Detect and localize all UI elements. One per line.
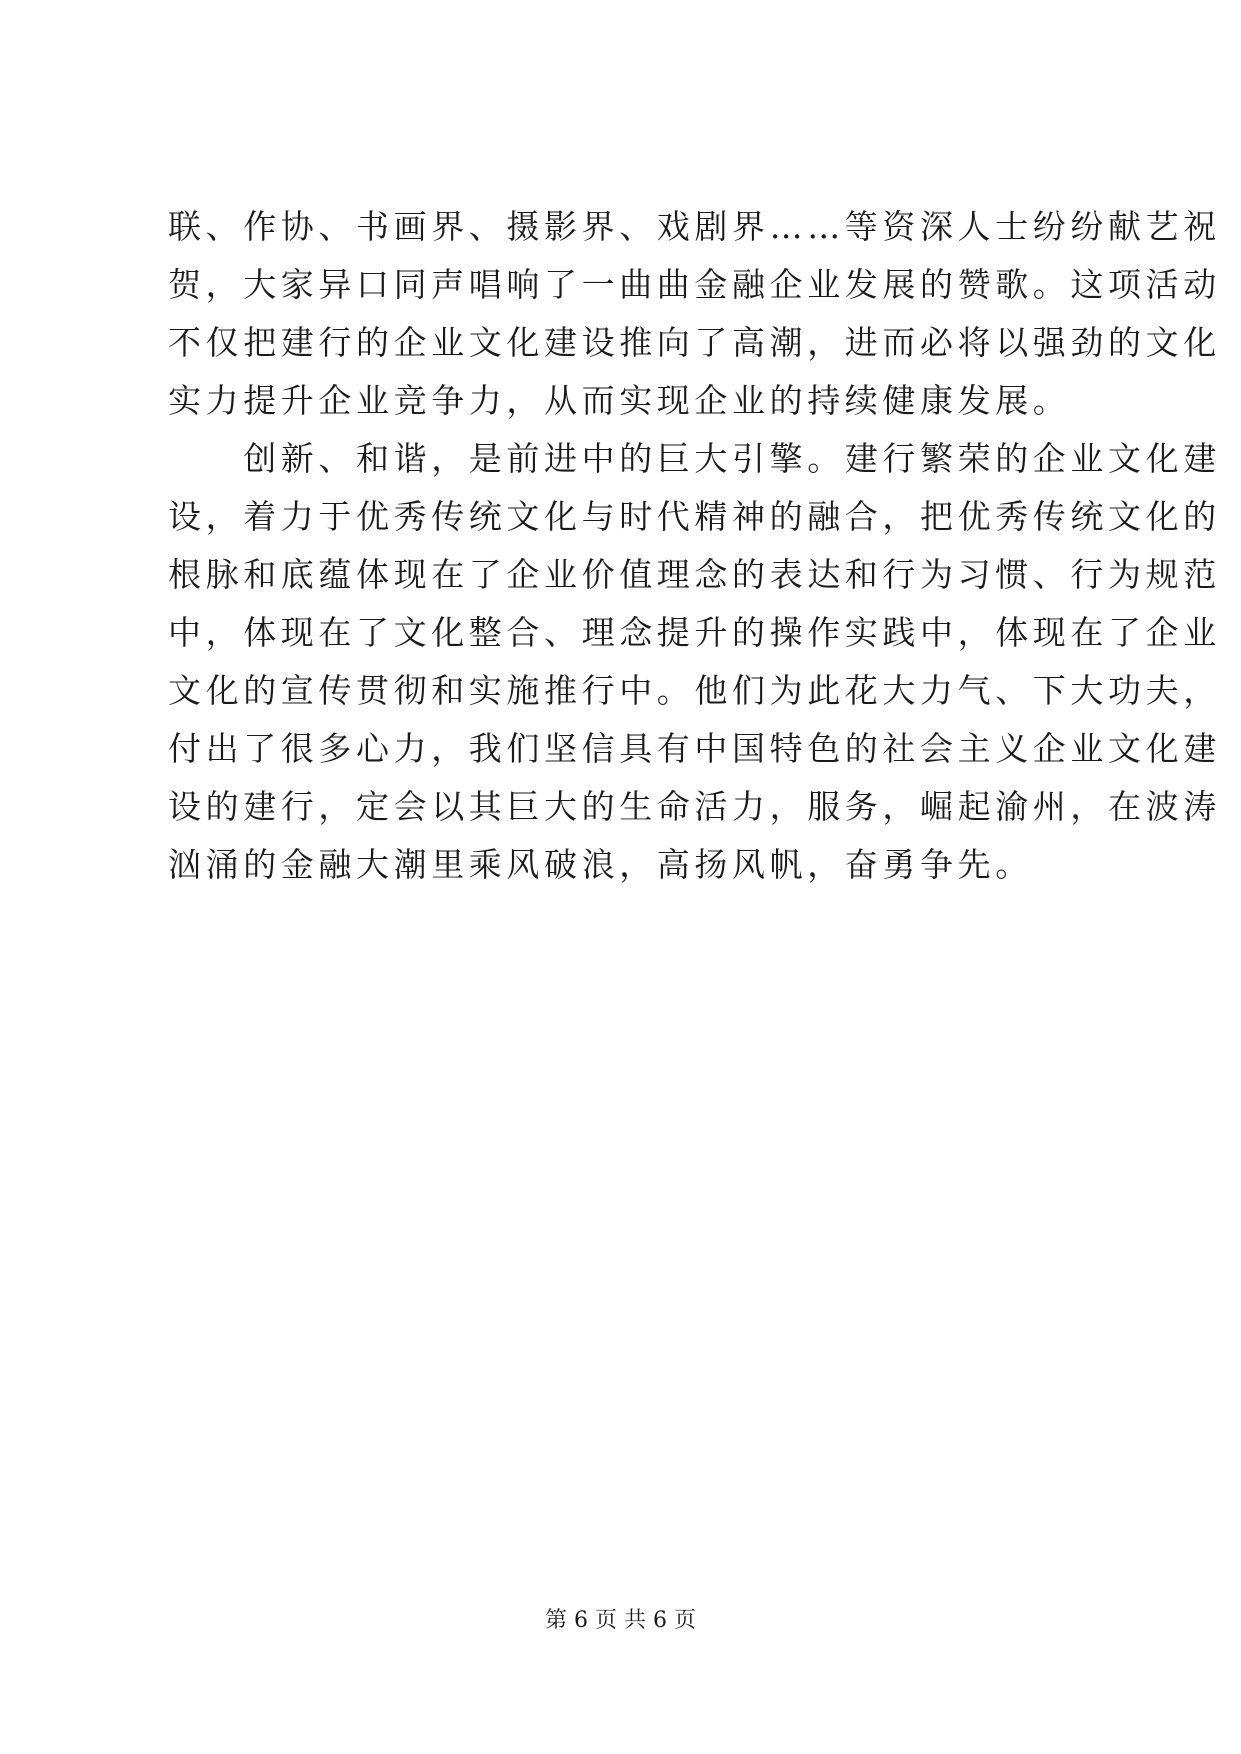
text-line: 根脉和底蕴体现在了企业价值理念的表达和行为习惯、行为规范 bbox=[168, 555, 1221, 594]
text-line: 贺，大家异口同声唱响了一曲曲金融企业发展的赞歌。这项活动 bbox=[168, 265, 1221, 304]
text-line: 文化的宣传贯彻和实施推行中。他们为此花大力气、下大功夫， bbox=[168, 671, 1221, 710]
text-line: 实力提升企业竞争力，从而实现企业的持续健康发展。 bbox=[168, 381, 1071, 420]
text-line: 设的建行，定会以其巨大的生命活力，服务，崛起渝州，在波涛 bbox=[168, 787, 1221, 826]
text-line: 中，体现在了文化整合、理念提升的操作实践中，体现在了企业 bbox=[168, 613, 1221, 652]
text-line: 创新、和谐，是前进中的巨大引擎。建行繁荣的企业文化建 bbox=[168, 439, 1221, 478]
text-line: 汹涌的金融大潮里乘风破浪，高扬风帆，奋勇争先。 bbox=[168, 845, 1033, 884]
text-line: 设，着力于优秀传统文化与时代精神的融合，把优秀传统文化的 bbox=[168, 497, 1221, 536]
text-line: 付出了很多心力，我们坚信具有中国特色的社会主义企业文化建 bbox=[168, 729, 1221, 768]
page-number-footer: 第 6 页 共 6 页 bbox=[545, 1608, 696, 1633]
text-line: 不仅把建行的企业文化建设推向了高潮，进而必将以强劲的文化 bbox=[168, 323, 1221, 362]
text-line: 联、作协、书画界、摄影界、戏剧界……等资深人士纷纷献艺祝 bbox=[168, 207, 1221, 246]
